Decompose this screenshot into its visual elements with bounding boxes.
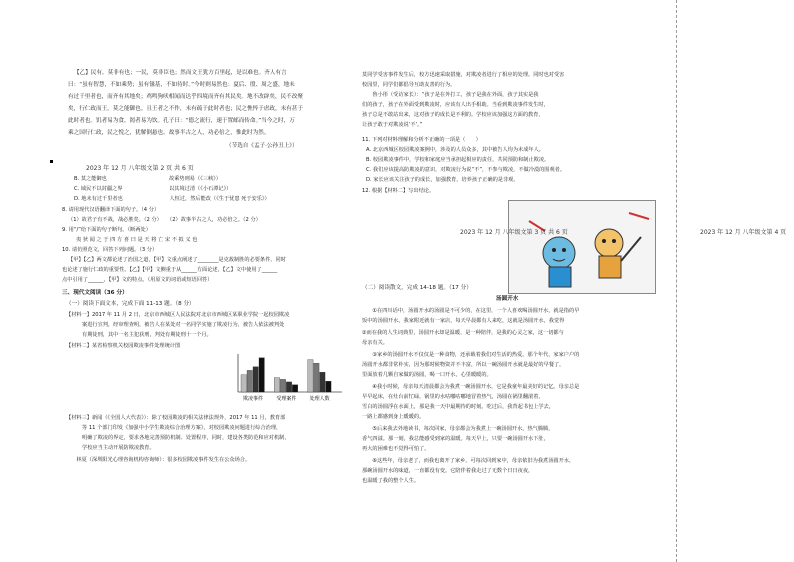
- question-option: C. 域民不以封疆之界 以其境过清（《小石潭记》）: [74, 186, 232, 192]
- passage-a-line: 乘之国行仁政，民之悦之，犹解倒悬也。故事半古之人，功必倍之，惟此时为然。: [68, 130, 270, 136]
- question-11-option: B. 校园欺凌事件中，学校和家庭应当承担起相应的责任，共同预防和制止欺凌。: [366, 157, 550, 163]
- essay-paragraph-line: 里面放着几颗自家做的汤圆，喝一口开水，心里暖暖的。: [362, 372, 492, 378]
- chart-bar: [308, 360, 313, 392]
- cartoon-drawing: [509, 201, 655, 293]
- question-9: 9. 用“/”给下面的句子断句。（断两处）: [62, 227, 151, 233]
- passage-a-line: 【乙】民有，莫非有也；一民，莫非臣也；然而文王犹方百里起，是以难也。齐人有言: [74, 70, 287, 76]
- passage-a-line: 矣，行仁政而王，莫之能御也。且王者之不作，未有疏于此时者也；民之憔悴于虐政，未有甚于: [68, 106, 303, 112]
- question-option: B. 莫之能御也 故乘势则易（《三峡》）: [74, 176, 221, 182]
- material-continued-line: 们的孩子，孩子在外面受到欺凌时，应该有人出手相助。当看到欺凌事件发生时，: [362, 102, 549, 108]
- bar-chart: [232, 352, 344, 402]
- chart-bar: [320, 372, 325, 392]
- essay-paragraph-line: ⑥这些年，母亲老了，而我也离开了家乡，可每次回到家中，母亲依旧为我煮汤圆开水，: [362, 458, 575, 464]
- page-footer-overlap: 2023 年 12 月 八年级文第 3 页 共 6 页: [460, 229, 568, 236]
- essay-paragraph-line: ④我小时候，母亲每天清晨都会为我煮一碗汤圆开水，它是我童年最美好的记忆。母亲总是: [362, 384, 580, 390]
- chart-bar: [286, 382, 291, 392]
- material-continued-line: 孩子总是不敢站出来，这对孩子的成长是不利的。学校应该加强这方面的教育，: [362, 112, 544, 118]
- essay-paragraph-line: ⑤后来我去外地读书，每次回家，母亲都会为我煮上一碗汤圆开水，热气腾腾，: [362, 426, 554, 432]
- essay-paragraph-line: 母亲有关。: [362, 340, 388, 346]
- chart-bar: [274, 378, 279, 392]
- essay-paragraph-line: 汤圆开水都非常朴实，因为那时候物资并不丰富，所以一碗汤圆开水就是最好的早餐了，: [362, 362, 565, 368]
- subsection-heading: （二）阅读散文，完成 14-18 题。（17 分）: [362, 285, 472, 291]
- material-3-line: 明确了欺凌的界定，要求各地完善预防机制、处置程序，同时，建设各类防范和应对机制，: [82, 435, 290, 441]
- cartoon-illustration: [508, 200, 656, 294]
- chart-bar: [253, 367, 258, 392]
- page-footer-right: 2023 年 12 月 八年级文第 4 页: [700, 229, 787, 236]
- material-3-line: 学校应当主动开展防欺凌教育。: [82, 445, 155, 451]
- fold-dashed-line: [676, 0, 677, 562]
- page-footer-overlap: 2023 年 12 月 八年级文第 2 页 共 6 页: [86, 165, 194, 172]
- question-10-line: 【甲】【乙】两文都论述了治国之道，【甲】文重点阐述了________是克敌制胜的必要条件，同时: [68, 257, 286, 263]
- section-3-heading: 三、现代文阅读（36 分）: [62, 290, 128, 296]
- material-continued-line: 莫同学受害事件发生后，校方迅速采取措施，对欺凌者进行了相应的处理。同时也对受害: [362, 72, 565, 78]
- question-10: 10. 请仿照范文，回答下列问题。（3 分）: [62, 247, 158, 253]
- material-continued-line: 鲁小彤（受访家长）：“孩子是在外打工，孩子是我在外面，孩子其实是我: [362, 92, 539, 98]
- question-11: 11. 下列对材料理解和分析不正确的一项是（ ）: [362, 137, 481, 143]
- material-3-line: 等 11 个部门印发《加强中小学生欺凌综合治理方案》，对校园欺凌问题进行综合治理，: [82, 425, 282, 431]
- chart-bar: [241, 375, 246, 392]
- question-8: 8. 请用现代汉语翻译下面的句子。（4 分）: [62, 207, 160, 213]
- subsection-heading: （一）阅读下面文本，完成下面 11-13 题。（8 分）: [66, 301, 195, 307]
- material-4-line: 林夏（深圳阳光心理咨询机构咨询师）：很多校园欺凌事件发生在公众场合。: [66, 457, 251, 463]
- chart-category-label: 处理人数: [309, 396, 330, 402]
- material-continued-line: 校园里，同学们都倡导互助友善的行为。: [362, 82, 456, 88]
- essay-paragraph-line: ①在四川话中，汤圆开水的汤圆是不可少的，在这里，一个人喜欢喝汤圆开水，就是指的早: [362, 308, 580, 314]
- material-1-line: 【材料一】2017 年 11 月 2 日，北京市西城区人民法院对北京市西城区某职业学院一起校园欺凌: [66, 312, 290, 318]
- essay-paragraph-line: 那碗汤圆开水的味道，一直都没有变。它陪伴着我走过了无数个日日夜夜，: [362, 468, 534, 474]
- question-11-option: C. 我们应该提高防欺凌的意识，对欺凌行为说“不”，不参与欺凌，不做冷漠的围观者。: [366, 167, 566, 173]
- chart-category-label: 欺凌事件: [242, 396, 264, 402]
- question-11-option: D. 家长应该关注孩子的成长，加强教育，培养孩子正确的是非观。: [366, 177, 519, 183]
- material-1-line: 案进行宣判，经审理查明，被告人在某处对一名同学实施了欺凌行为，被告人依法被判处: [82, 322, 285, 328]
- essay-paragraph-line: 再大的困难也不觉得可怕了。: [362, 446, 430, 452]
- essay-title: 汤圆开水: [496, 296, 519, 302]
- passage-a-line: 曰：“虽有智慧，不如乘势；虽有镃基，不如待时。”今时则易然也：夏后、殷、周之盛，地未: [68, 82, 295, 88]
- question-11-option: A. 北京西城区校园欺凌案例中，涉及的人员众多，其中被告人均为未成年人。: [366, 147, 544, 153]
- material-continued-line: 让孩子敢于对欺凌说‘不’。”: [362, 122, 423, 128]
- essay-paragraph-line: 也温暖了我的整个人生。: [362, 478, 420, 484]
- question-10-line: 也论述了施行仁政的重要性。【乙】【甲】文侧重于从______方面论述，【乙】文中使用了______: [62, 267, 278, 273]
- chart-bar: [280, 379, 285, 392]
- essay-paragraph-line: ②而在我的人生词典里，汤圆开水却是温暖、是一种陪伴，是我的心灵之家，这一切都与: [362, 330, 564, 336]
- material-1-line: 有期徒刑，其中一名主犯获刑，判处有期徒刑十一个月。: [82, 332, 212, 338]
- passage-a-line: 此时者也。饥者易为食，渴者易为饮。孔子曰：“德之流行，速于置邮而传命。”当今之时，万: [68, 118, 295, 124]
- essay-paragraph-line: 香气四溢。那一刻，我总能感受到家的温暖。每天早上，只要一碗汤圆开水下肚，: [362, 436, 549, 442]
- material-2-label: 【材料二】某省检察机关校园欺凌事件处理统计图: [66, 343, 181, 349]
- chart-category-label: 受理案件: [276, 396, 297, 402]
- question-10-line: 点中引用了______，【甲】文的特点。（用原文的词语或短语回答）: [62, 277, 213, 283]
- passage-source: （节选自《孟子·公孙丑上》）: [226, 143, 298, 149]
- essay-paragraph-line: 雪白的汤圆浮在水面上，那是我一天中最期待的时刻。吃过后，我背起书包上学去，: [362, 404, 554, 410]
- chart-bar: [259, 358, 264, 392]
- material-3-line: 【材料三】新闻（《全国人大代表》）：除了校园欺凌的相关法律法规外，2017 年 11 月，教育部: [66, 415, 286, 421]
- question-9-text: 夷 狄 闻 之 于 四 方 喜 曰 是 天 将 亡 宋 不 拟 义 也: [76, 237, 198, 243]
- passage-a-line: 有过千里者也，而齐有其地矣；鸡鸣狗吠相闻而达乎四境而齐有其民矣。地不改辟矣，民不改聚: [68, 94, 303, 100]
- margin-marker: [50, 160, 53, 163]
- chart-bar: [314, 363, 319, 392]
- essay-paragraph-line: 早早起床，在灶台前忙碌，锅里的水咕嘟咕嘟地冒着热气，汤圆在锅里翻滚着，: [362, 394, 544, 400]
- essay-paragraph-line: 饭中的汤圆开水。我家附近就有一家店，每天早晨都有人来吃，这就是汤圆开水，我觉得: [362, 318, 565, 324]
- question-option: D. 地未有过千里者也 人恒过，然后能改（《生于忧患 死于安乐》）: [74, 196, 270, 202]
- essay-paragraph-line: 一路上都感到身上暖暖的。: [362, 414, 425, 420]
- chart-bar: [292, 385, 297, 392]
- question-12: 12. 根据【材料二】写出结论。: [362, 188, 435, 194]
- bar-chart-svg: [232, 352, 344, 410]
- chart-bar: [326, 381, 331, 392]
- question-8-items: （1）故君子有不战，战必胜矣。（2 分） （2）故事半古之人，功必倍之。（2 分）: [68, 217, 261, 223]
- chart-bar: [247, 370, 252, 392]
- essay-paragraph-line: ③家乡的汤圆开水不仅仅是一种食物，还承载着我们对生活的热爱。那个年代，家家户户的: [362, 352, 580, 358]
